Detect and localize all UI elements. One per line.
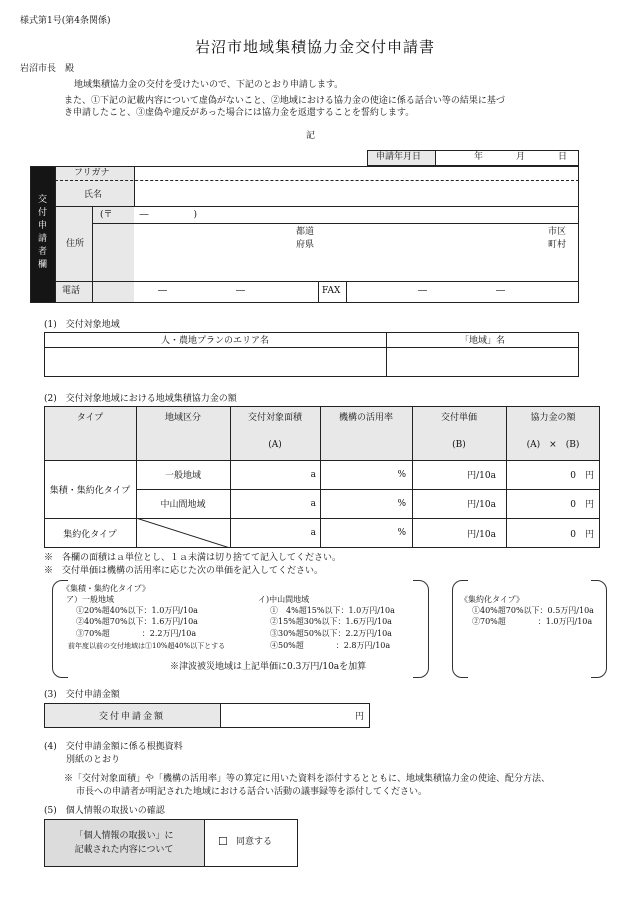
region1-label: 一般地域 xyxy=(164,471,201,481)
date-day[interactable]: 日 xyxy=(558,152,568,162)
side-char: 欄 xyxy=(37,260,47,270)
side-char: 請 xyxy=(37,234,47,244)
rates-g-note: 前年度以前の交付地域は①10%超40%以下とする xyxy=(68,642,226,650)
rates-m3: ③30%超50%以下：2.2万円/10a xyxy=(270,629,392,638)
addressee: 岩沼市長 殿 xyxy=(20,64,75,74)
todofuken-1: 都道 xyxy=(296,227,315,237)
fax-left-divider xyxy=(318,281,319,303)
section1-heading: (1) 交付対象地域 xyxy=(44,320,120,330)
fax-right-divider xyxy=(346,281,347,303)
date-divider xyxy=(435,150,436,166)
type1-label: 集積・集約化タイプ xyxy=(49,485,131,496)
rates-right-title: 《集約化タイプ》 xyxy=(460,595,524,604)
row2-area[interactable]: a xyxy=(310,498,316,509)
rates-g2: ②40%超70%以下：1.6万円/10a xyxy=(76,617,198,626)
section4-sub: 別紙のとおり xyxy=(66,755,121,765)
section5-label1: 「個人情報の取扱い」に xyxy=(74,831,174,841)
side-divider xyxy=(55,166,56,303)
section1-col2: 「地域」名 xyxy=(459,336,505,346)
diagonal-strike xyxy=(136,518,230,548)
fax-dash-2: ― xyxy=(496,286,505,296)
date-year[interactable]: 年 xyxy=(474,152,484,162)
header-type: タイプ xyxy=(76,413,104,423)
rates-general-title: ア）一般地域 xyxy=(66,595,114,604)
header-area-sub: (A) xyxy=(268,440,282,450)
intro-line-3: き申請したこと、③虚偽や違反があった場合には協力金を返還することを誓約します。 xyxy=(64,108,415,118)
address-divider xyxy=(55,281,579,282)
rates-g3: ③70%超 ：2.2万円/10a xyxy=(76,629,197,638)
section4-heading: (4) 交付申請金額に係る根拠資料 xyxy=(44,742,183,752)
header-area: 交付対象面積 xyxy=(247,413,302,423)
page-title: 岩沼市地域集積協力金交付申請書 xyxy=(194,38,435,56)
section2-note2: ※ 交付単価は機構の活用率に応じた次の単価を記入してください。 xyxy=(44,566,324,576)
todofuken-2: 府県 xyxy=(296,240,315,250)
agree-checkbox[interactable]: ☐ xyxy=(218,835,228,848)
shiku-2: 町村 xyxy=(548,240,567,250)
section5-label2: 記載された内容について xyxy=(74,845,174,855)
fax-label: FAX xyxy=(322,286,341,296)
date-label: 申請年月日 xyxy=(376,152,422,162)
header-rate: 機構の活用率 xyxy=(338,413,393,423)
rates-right-mask xyxy=(468,578,591,682)
fax-dash-1: ― xyxy=(418,286,427,296)
rates-mountain-title: イ)中山間地域 xyxy=(258,595,310,604)
section1-header-divider xyxy=(44,347,579,348)
section4-note1: ※「交付対象面積」や「機構の活用率」等の算定に用いた資料を添付するとともに、地域集積協力金の使途、配分方法、 xyxy=(64,774,551,784)
row3-amount: 0 円 xyxy=(570,529,594,540)
rates-s1: ①40%超70%以下：0.5万円/10a xyxy=(472,606,594,615)
row1-amount: 0 円 xyxy=(570,471,594,481)
rates-s2: ②70%超 ：1.0万円/10a xyxy=(472,617,593,626)
side-char: 者 xyxy=(37,247,47,257)
furigana-divider xyxy=(55,180,579,181)
header-unit: 交付単価 xyxy=(440,413,477,423)
rates-m2: ②15%超30%以下：1.6万円/10a xyxy=(270,617,392,626)
label-divider-top xyxy=(134,166,135,206)
row3-unit[interactable]: 円/10a xyxy=(467,529,496,540)
side-char: 付 xyxy=(37,208,47,218)
section3-label: 交付申請金額 xyxy=(98,712,165,722)
intro-line-2: また、①下記の記載内容について虚偽がないこと、②地域における協力金の使途に係る話合い等の結果に基づ xyxy=(64,96,505,106)
row3-area[interactable]: a xyxy=(310,528,316,538)
agree-label: 同意する xyxy=(236,837,273,847)
rates-g1: ①20%超40%以下：1.0万円/10a xyxy=(76,606,198,615)
section3-heading: (3) 交付申請金額 xyxy=(44,690,120,700)
section5-heading: (5) 個人情報の取扱いの確認 xyxy=(44,806,165,816)
phone-label: 電話 xyxy=(62,286,81,296)
row2-amount: 0 円 xyxy=(570,500,594,510)
date-month[interactable]: 月 xyxy=(516,152,526,162)
row3-rate[interactable]: % xyxy=(397,528,406,538)
region2-label: 中山間地域 xyxy=(160,500,206,510)
rates-left-title: 《集積・集約化タイプ》 xyxy=(62,584,150,593)
row1-unit[interactable]: 円/10a xyxy=(467,471,496,481)
phone-dash-1: ― xyxy=(158,286,167,296)
label-divider-phone xyxy=(92,281,93,303)
form-number: 様式第1号(第4条関係) xyxy=(20,16,111,26)
section3-amount[interactable]: 円 xyxy=(354,712,364,722)
section2-heading: (2) 交付対象地域における地域集積協力金の額 xyxy=(44,394,237,404)
phone-dash-2: ― xyxy=(236,286,245,296)
label-divider-address xyxy=(92,206,93,281)
row2-unit[interactable]: 円/10a xyxy=(467,500,496,510)
header-unit-sub: (B) xyxy=(452,440,466,450)
rates-m4: ④50%超 ：2.8万円/10a xyxy=(270,641,391,650)
postal-divider xyxy=(92,223,579,224)
side-char: 申 xyxy=(37,221,47,231)
shiku-1: 市区 xyxy=(548,227,567,237)
rates-tsunami: ※津波被災地域は上記単価に0.3万円/10aを加算 xyxy=(170,662,367,672)
section1-col1: 人・農地プランのエリア名 xyxy=(160,336,269,346)
type2-label: 集約化タイプ xyxy=(63,529,117,540)
rates-m1: ① 4%超15%以下：1.0万円/10a xyxy=(270,606,395,615)
name-label: 氏名 xyxy=(84,190,103,200)
header-amount-sub: (A) × (B) xyxy=(526,440,580,450)
postal-code[interactable]: (〒 ― ) xyxy=(100,210,198,220)
section5-divider xyxy=(204,819,205,867)
header-region: 地域区分 xyxy=(164,413,201,423)
row1-rate[interactable]: % xyxy=(397,469,406,480)
intro-line-1: 地域集積協力金の交付を受けたいので、下記のとおり申請します。 xyxy=(74,80,344,90)
header-amount: 協力金の額 xyxy=(530,413,576,423)
address-label: 住所 xyxy=(66,239,85,249)
row2-rate[interactable]: % xyxy=(397,498,406,509)
row1-area[interactable]: a xyxy=(310,469,316,480)
furigana-label: フリガナ xyxy=(74,168,110,178)
side-char: 交 xyxy=(37,195,47,205)
section2-note1: ※ 各欄の面積はａ単位とし、１ａ未満は切り捨てて記入してください。 xyxy=(44,553,342,563)
ki-label: 記 xyxy=(306,131,316,141)
section4-note2: 市長への申請者が明記された地域における話合い活動の議事録等を添付してください。 xyxy=(76,787,428,797)
name-divider xyxy=(55,206,579,207)
